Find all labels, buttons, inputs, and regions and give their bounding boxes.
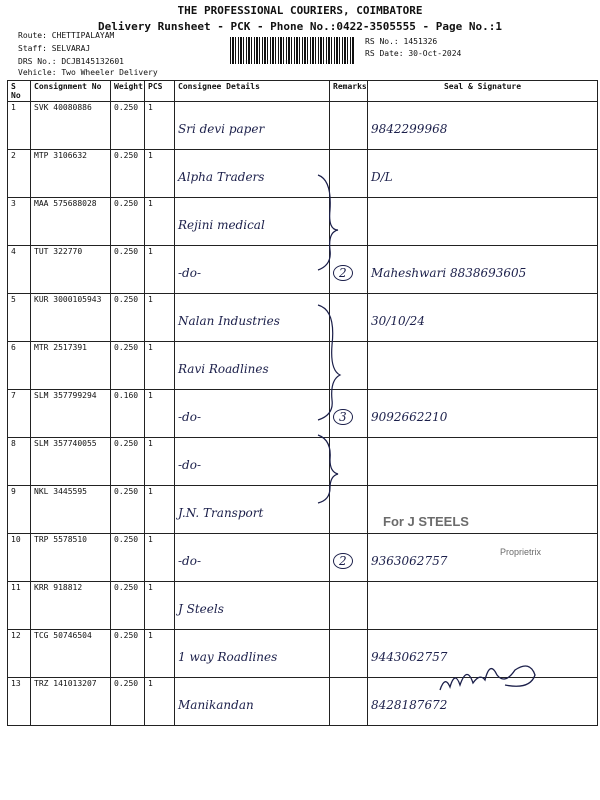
cell-consignment xyxy=(31,486,111,534)
cell-consignment-text: SLM 357799294 xyxy=(34,391,97,400)
cell-sno xyxy=(8,630,31,678)
cell-consignment xyxy=(31,246,111,294)
cell-weight-text: 0.160 xyxy=(114,391,139,400)
cell-consignee-text: Rejini medical xyxy=(178,218,265,232)
table-row xyxy=(8,246,598,294)
cell-seal-text: 30/10/24 xyxy=(371,314,425,328)
cell-pcs xyxy=(145,678,175,726)
cell-pcs-text: 1 xyxy=(148,487,153,496)
cell-remark xyxy=(330,534,368,582)
cell-weight-text: 0.250 xyxy=(114,103,139,112)
cell-weight-text: 0.250 xyxy=(114,631,139,640)
cell-consignee xyxy=(175,390,330,438)
table-header xyxy=(8,81,598,102)
table-row xyxy=(8,486,598,534)
cell-consignment xyxy=(31,534,111,582)
cell-consignment xyxy=(31,678,111,726)
cell-consignee xyxy=(175,102,330,150)
cell-pcs xyxy=(145,198,175,246)
cell-consignment xyxy=(31,342,111,390)
cell-consignee-text: -do- xyxy=(178,266,202,280)
cell-sno xyxy=(8,294,31,342)
table-row xyxy=(8,534,598,582)
cell-seal xyxy=(368,294,598,342)
cell-consignee-text: Alpha Traders xyxy=(178,170,265,184)
cell-remark xyxy=(330,102,368,150)
cell-weight-text: 0.250 xyxy=(114,247,139,256)
cell-weight-text: 0.250 xyxy=(114,535,139,544)
company-title: THE PROFESSIONAL COURIERS, COIMBATORE xyxy=(177,4,423,17)
cell-weight xyxy=(111,678,145,726)
cell-seal xyxy=(368,342,598,390)
cell-consignee xyxy=(175,582,330,630)
cell-consignment-text: TCG 50746504 xyxy=(34,631,92,640)
table-row xyxy=(8,102,598,150)
col-pcs: PCS xyxy=(145,81,175,102)
cell-weight xyxy=(111,534,145,582)
cell-sno xyxy=(8,486,31,534)
runsheet-table xyxy=(7,80,598,726)
cell-sno xyxy=(8,246,31,294)
cell-weight xyxy=(111,102,145,150)
runsheet-line: Delivery Runsheet - PCK - Phone No.:0422-3505555 - Page No.:1 xyxy=(98,20,502,33)
cell-weight xyxy=(111,294,145,342)
table-row xyxy=(8,342,598,390)
cell-seal xyxy=(368,390,598,438)
cell-consignee xyxy=(175,486,330,534)
cell-consignee xyxy=(175,534,330,582)
cell-consignment-text: MAA 575688028 xyxy=(34,199,97,208)
cell-consignment-text: NKL 3445595 xyxy=(34,487,87,496)
cell-consignee xyxy=(175,246,330,294)
cell-pcs xyxy=(145,246,175,294)
cell-seal-text: 9363062757 xyxy=(371,554,448,568)
cell-sno-text: 7 xyxy=(11,391,16,400)
cell-consignment-text: MTR 2517391 xyxy=(34,343,87,352)
cell-weight xyxy=(111,390,145,438)
cell-consignee-text: J.N. Transport xyxy=(178,506,264,520)
table-row xyxy=(8,150,598,198)
vehicle: Vehicle: Two Wheeler Delivery xyxy=(18,68,158,77)
col-weight: Weight xyxy=(111,81,145,102)
cell-weight-text: 0.250 xyxy=(114,343,139,352)
cell-pcs-text: 1 xyxy=(148,391,153,400)
cell-consignee xyxy=(175,342,330,390)
cell-remark xyxy=(330,582,368,630)
cell-weight-text: 0.250 xyxy=(114,295,139,304)
cell-consignment xyxy=(31,390,111,438)
cell-sno xyxy=(8,150,31,198)
cell-consignment xyxy=(31,294,111,342)
cell-pcs xyxy=(145,582,175,630)
cell-consignee-text: -do- xyxy=(178,458,202,472)
cell-pcs xyxy=(145,534,175,582)
cell-weight-text: 0.250 xyxy=(114,487,139,496)
cell-sno xyxy=(8,342,31,390)
cell-weight xyxy=(111,582,145,630)
table-row xyxy=(8,390,598,438)
cell-consignee xyxy=(175,150,330,198)
cell-weight xyxy=(111,486,145,534)
cell-sno xyxy=(8,678,31,726)
barcode xyxy=(230,37,355,64)
cell-consignee-text: Sri devi paper xyxy=(178,122,265,136)
rs-number: RS No.: 1451326 xyxy=(365,37,438,46)
cell-consignment-text: TUT 322770 xyxy=(34,247,83,256)
cell-weight xyxy=(111,246,145,294)
cell-consignment-text: SLM 357740055 xyxy=(34,439,97,448)
cell-weight-text: 0.250 xyxy=(114,679,139,688)
cell-sno-text: 4 xyxy=(11,247,16,256)
cell-consignee-text: Ravi Roadlines xyxy=(178,362,269,376)
cell-pcs-text: 1 xyxy=(148,631,153,640)
cell-sno xyxy=(8,438,31,486)
rs-date: RS Date: 30-Oct-2024 xyxy=(365,49,462,58)
cell-consignee-text: -do- xyxy=(178,554,202,568)
cell-seal-text: 8428187672 xyxy=(371,698,448,712)
col-consignment: Consignment No xyxy=(31,81,111,102)
cell-weight-text: 0.250 xyxy=(114,439,139,448)
cell-seal xyxy=(368,582,598,630)
cell-pcs-text: 1 xyxy=(148,295,153,304)
cell-consignment-text: KUR 3000105943 xyxy=(34,295,102,304)
cell-sno-text: 9 xyxy=(11,487,16,496)
cell-sno-text: 6 xyxy=(11,343,16,352)
cell-seal-text: 9443062757 xyxy=(371,650,448,664)
cell-sno-text: 5 xyxy=(11,295,16,304)
cell-consignment-text: MTP 3106632 xyxy=(34,151,87,160)
table-row xyxy=(8,582,598,630)
route: Route: CHETTIPALAYAM xyxy=(18,31,115,40)
staff-signature xyxy=(435,655,545,700)
cell-seal xyxy=(368,534,598,582)
staff: Staff: SELVARAJ xyxy=(18,44,91,53)
cell-consignee-text: 1 way Roadlines xyxy=(178,650,278,664)
cell-pcs-text: 1 xyxy=(148,103,153,112)
table-row xyxy=(8,294,598,342)
col-consignee: Consignee Details xyxy=(175,81,330,102)
cell-consignment xyxy=(31,438,111,486)
cell-consignment xyxy=(31,102,111,150)
cell-pcs xyxy=(145,486,175,534)
cell-sno xyxy=(8,390,31,438)
cell-pcs-text: 1 xyxy=(148,343,153,352)
cell-pcs-text: 1 xyxy=(148,583,153,592)
cell-consignee xyxy=(175,438,330,486)
cell-pcs-text: 1 xyxy=(148,247,153,256)
cell-remark-text: 2 xyxy=(333,553,353,569)
cell-consignment-text: TRZ 141013207 xyxy=(34,679,97,688)
cell-pcs-text: 1 xyxy=(148,535,153,544)
cell-consignee-text: Manikandan xyxy=(178,698,254,712)
stamp-proprietrix: Proprietrix xyxy=(500,547,542,557)
col-sno: S No xyxy=(8,81,31,102)
company-stamp: For J STEELS xyxy=(383,514,469,529)
bracket-group-3 xyxy=(318,435,338,503)
cell-pcs-text: 1 xyxy=(148,199,153,208)
cell-sno-text: 12 xyxy=(11,631,21,640)
cell-weight xyxy=(111,438,145,486)
cell-sno xyxy=(8,582,31,630)
cell-consignment xyxy=(31,582,111,630)
cell-consignee xyxy=(175,630,330,678)
cell-sno xyxy=(8,534,31,582)
cell-pcs-text: 1 xyxy=(148,439,153,448)
signature-path xyxy=(440,666,535,690)
cell-seal-text: D/L xyxy=(371,170,393,184)
cell-remark xyxy=(330,678,368,726)
cell-seal xyxy=(368,150,598,198)
cell-sno-text: 10 xyxy=(11,535,21,544)
cell-sno-text: 2 xyxy=(11,151,16,160)
cell-pcs xyxy=(145,150,175,198)
cell-pcs xyxy=(145,438,175,486)
cell-consignment xyxy=(31,630,111,678)
cell-weight xyxy=(111,198,145,246)
cell-remark-text: 3 xyxy=(333,409,353,425)
cell-consignment-text: TRP 5578510 xyxy=(34,535,87,544)
cell-pcs xyxy=(145,390,175,438)
cell-consignment-text: SVK 40080886 xyxy=(34,103,92,112)
bracket-marks xyxy=(310,170,350,510)
col-remarks: Remarks xyxy=(330,81,368,102)
cell-consignment-text: KRR 918812 xyxy=(34,583,83,592)
cell-sno-text: 13 xyxy=(11,679,21,688)
cell-sno-text: 8 xyxy=(11,439,16,448)
cell-seal-text: Maheshwari 8838693605 xyxy=(371,266,527,280)
cell-seal xyxy=(368,246,598,294)
cell-sno-text: 11 xyxy=(11,583,21,592)
cell-consignment xyxy=(31,150,111,198)
cell-pcs xyxy=(145,630,175,678)
cell-weight-text: 0.250 xyxy=(114,199,139,208)
cell-consignee-text: -do- xyxy=(178,410,202,424)
cell-consignee xyxy=(175,198,330,246)
bracket-group-2 xyxy=(318,305,340,420)
cell-pcs xyxy=(145,342,175,390)
cell-weight xyxy=(111,630,145,678)
col-seal: Seal & Signature xyxy=(368,81,598,102)
cell-remark-text: 2 xyxy=(333,265,353,281)
bracket-group-1 xyxy=(318,175,338,270)
cell-weight xyxy=(111,150,145,198)
cell-consignment xyxy=(31,198,111,246)
cell-remark xyxy=(330,630,368,678)
table-row xyxy=(8,438,598,486)
drs-number: DRS No.: DCJB145132601 xyxy=(18,57,124,66)
cell-weight xyxy=(111,342,145,390)
cell-seal-text: 9842299968 xyxy=(371,122,448,136)
cell-weight-text: 0.250 xyxy=(114,151,139,160)
cell-seal xyxy=(368,102,598,150)
cell-sno-text: 1 xyxy=(11,103,16,112)
cell-pcs xyxy=(145,294,175,342)
cell-pcs xyxy=(145,102,175,150)
cell-pcs-text: 1 xyxy=(148,679,153,688)
cell-consignee-text: J Steels xyxy=(178,602,224,616)
cell-seal xyxy=(368,198,598,246)
cell-weight-text: 0.250 xyxy=(114,583,139,592)
cell-sno xyxy=(8,198,31,246)
cell-consignee xyxy=(175,294,330,342)
cell-consignee xyxy=(175,678,330,726)
cell-consignee-text: Nalan Industries xyxy=(178,314,280,328)
table-row xyxy=(8,198,598,246)
cell-sno-text: 3 xyxy=(11,199,16,208)
cell-seal xyxy=(368,438,598,486)
cell-pcs-text: 1 xyxy=(148,151,153,160)
cell-sno xyxy=(8,102,31,150)
cell-seal-text: 9092662210 xyxy=(371,410,448,424)
